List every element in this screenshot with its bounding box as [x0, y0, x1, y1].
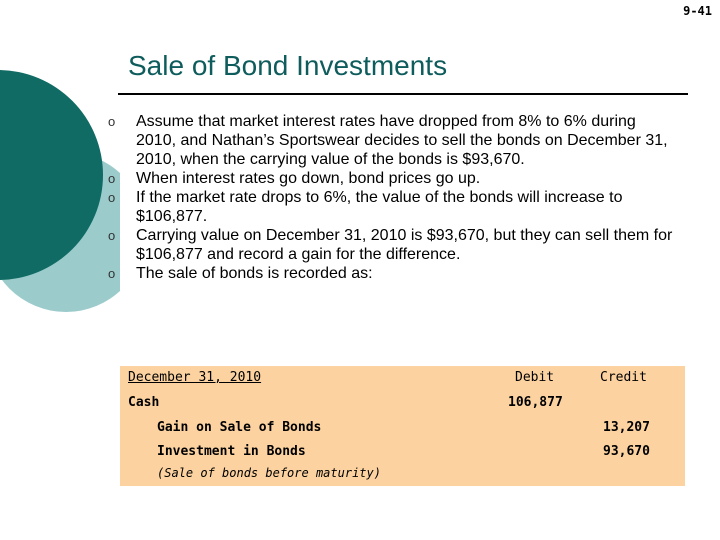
journal-date-header: December 31, 2010: [128, 370, 262, 385]
bullet-item: [108, 112, 678, 169]
bullet-item: [108, 188, 678, 226]
entry-explanation: (Sale of bonds before maturity): [157, 466, 381, 480]
bullet-circle-icon: o: [108, 114, 116, 129]
bullet-circle-icon: o: [108, 190, 116, 205]
bullet-circle-icon: o: [108, 228, 116, 243]
gain-credit-amount: 13,207: [603, 420, 650, 435]
bullet-circle-icon: o: [108, 171, 116, 186]
bullet-circle-icon: o: [108, 266, 116, 281]
bullet-text: If the market rate drops to 6%, the value of the bonds will increase to $106,877.: [136, 189, 623, 225]
decorative-circles: [0, 0, 120, 540]
bullet-text: Assume that market interest rates have dropped from 8% to 6% during 2010, and Nathan’s Sportswear decides to sell the bonds on December 31, 2010, when the carrying value of the bonds is $93,670.: [136, 113, 668, 168]
debit-column-header: Debit: [515, 370, 555, 385]
page-title: Sale of Bond Investments: [128, 50, 448, 81]
gain-account: Gain on Sale of Bonds: [157, 420, 322, 435]
bullet-list: [108, 112, 678, 283]
bullet-item: [108, 264, 678, 283]
bullet-text: The sale of bonds is recorded as:: [136, 265, 373, 282]
bullet-item: [108, 226, 678, 264]
investment-credit-amount: 93,670: [603, 444, 650, 459]
bullet-text: Carrying value on December 31, 2010 is $93,670, but they can sell them for $106,877 and record a gain for the difference.: [136, 227, 673, 263]
slide-number: 9-41: [683, 4, 712, 18]
investment-account: Investment in Bonds: [157, 444, 306, 459]
journal-entry-table: [120, 366, 685, 486]
title-divider: [118, 93, 688, 95]
cash-account: Cash: [128, 395, 160, 410]
bullet-item: [108, 169, 678, 188]
credit-column-header: Credit: [600, 370, 647, 385]
bullet-text: When interest rates go down, bond prices go up.: [136, 170, 481, 187]
cash-debit-amount: 106,877: [508, 395, 563, 410]
